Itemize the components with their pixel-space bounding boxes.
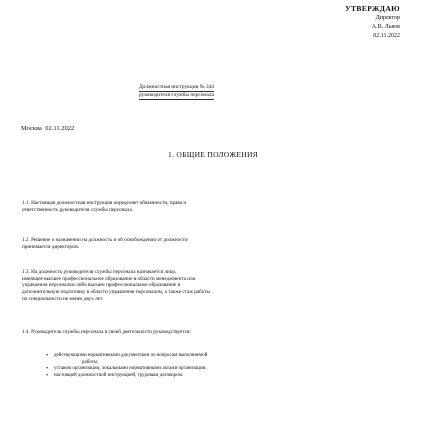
- paragraph-line: 1.2. Решение о назначении на должность и об освобождении от должности: [22, 237, 188, 243]
- paragraph-line: принимается директором.: [22, 243, 80, 250]
- paragraph-1-3: [22, 269, 402, 303]
- document-title-line-1: Должностная инструкция № 344: [139, 84, 214, 90]
- approval-position: Директор: [375, 15, 400, 21]
- approval-header: УТВЕРЖДАЮ: [345, 4, 400, 13]
- list-item: • уставом организации, локальными нормативными актами организации;: [46, 366, 416, 373]
- document-title-line-2: руководителя службы персонала: [139, 92, 214, 98]
- paragraph-line: по специальности не менее двух лет.: [22, 295, 104, 302]
- document-date: 02.11.2022: [45, 125, 75, 132]
- paragraph-line: 1.4. Руководитель службы персонала в своей деятельности руководствуется:: [22, 329, 191, 335]
- paragraph-line: 1.3. На должность руководителя службы персонала назначается лицо,: [22, 269, 177, 275]
- paragraph-1-2: [22, 237, 402, 250]
- approval-name: А.В. Львов: [371, 24, 400, 30]
- document-title: [139, 84, 299, 100]
- paragraph-line: дополнительную подготовку в области управления персоналом, а также стаж работы: [22, 289, 211, 296]
- paragraph-1-1: [22, 200, 402, 213]
- approval-date: 02.11.2022: [373, 33, 400, 39]
- list-item: • настоящей должностной инструкцией, трудовым договором.: [46, 373, 416, 380]
- paragraph-1-4: [22, 329, 402, 336]
- paragraph-line: ответственность руководителя службы персонала.: [22, 206, 133, 213]
- place-and-date: [21, 125, 74, 132]
- paragraph-line: 1.1. Настоящая должностная инструкция определяет обязанности, права и: [22, 200, 187, 206]
- list-item: • действующими нормативными документами по вопросам выполняемой: [46, 353, 416, 360]
- section-title: 1. ОБЩИЕ ПОЛОЖЕНИЯ: [168, 150, 258, 159]
- approval-block: [280, 4, 400, 41]
- document-city: Москва: [21, 125, 42, 132]
- paragraph-line: управления персоналом либо высшее профессиональное образование и: [22, 282, 181, 289]
- paragraph-line: имеющее высшее профессиональное образование в области менеджмента или: [22, 275, 196, 282]
- list-item-continuation: работы;: [82, 359, 99, 365]
- guidance-list: [46, 353, 416, 379]
